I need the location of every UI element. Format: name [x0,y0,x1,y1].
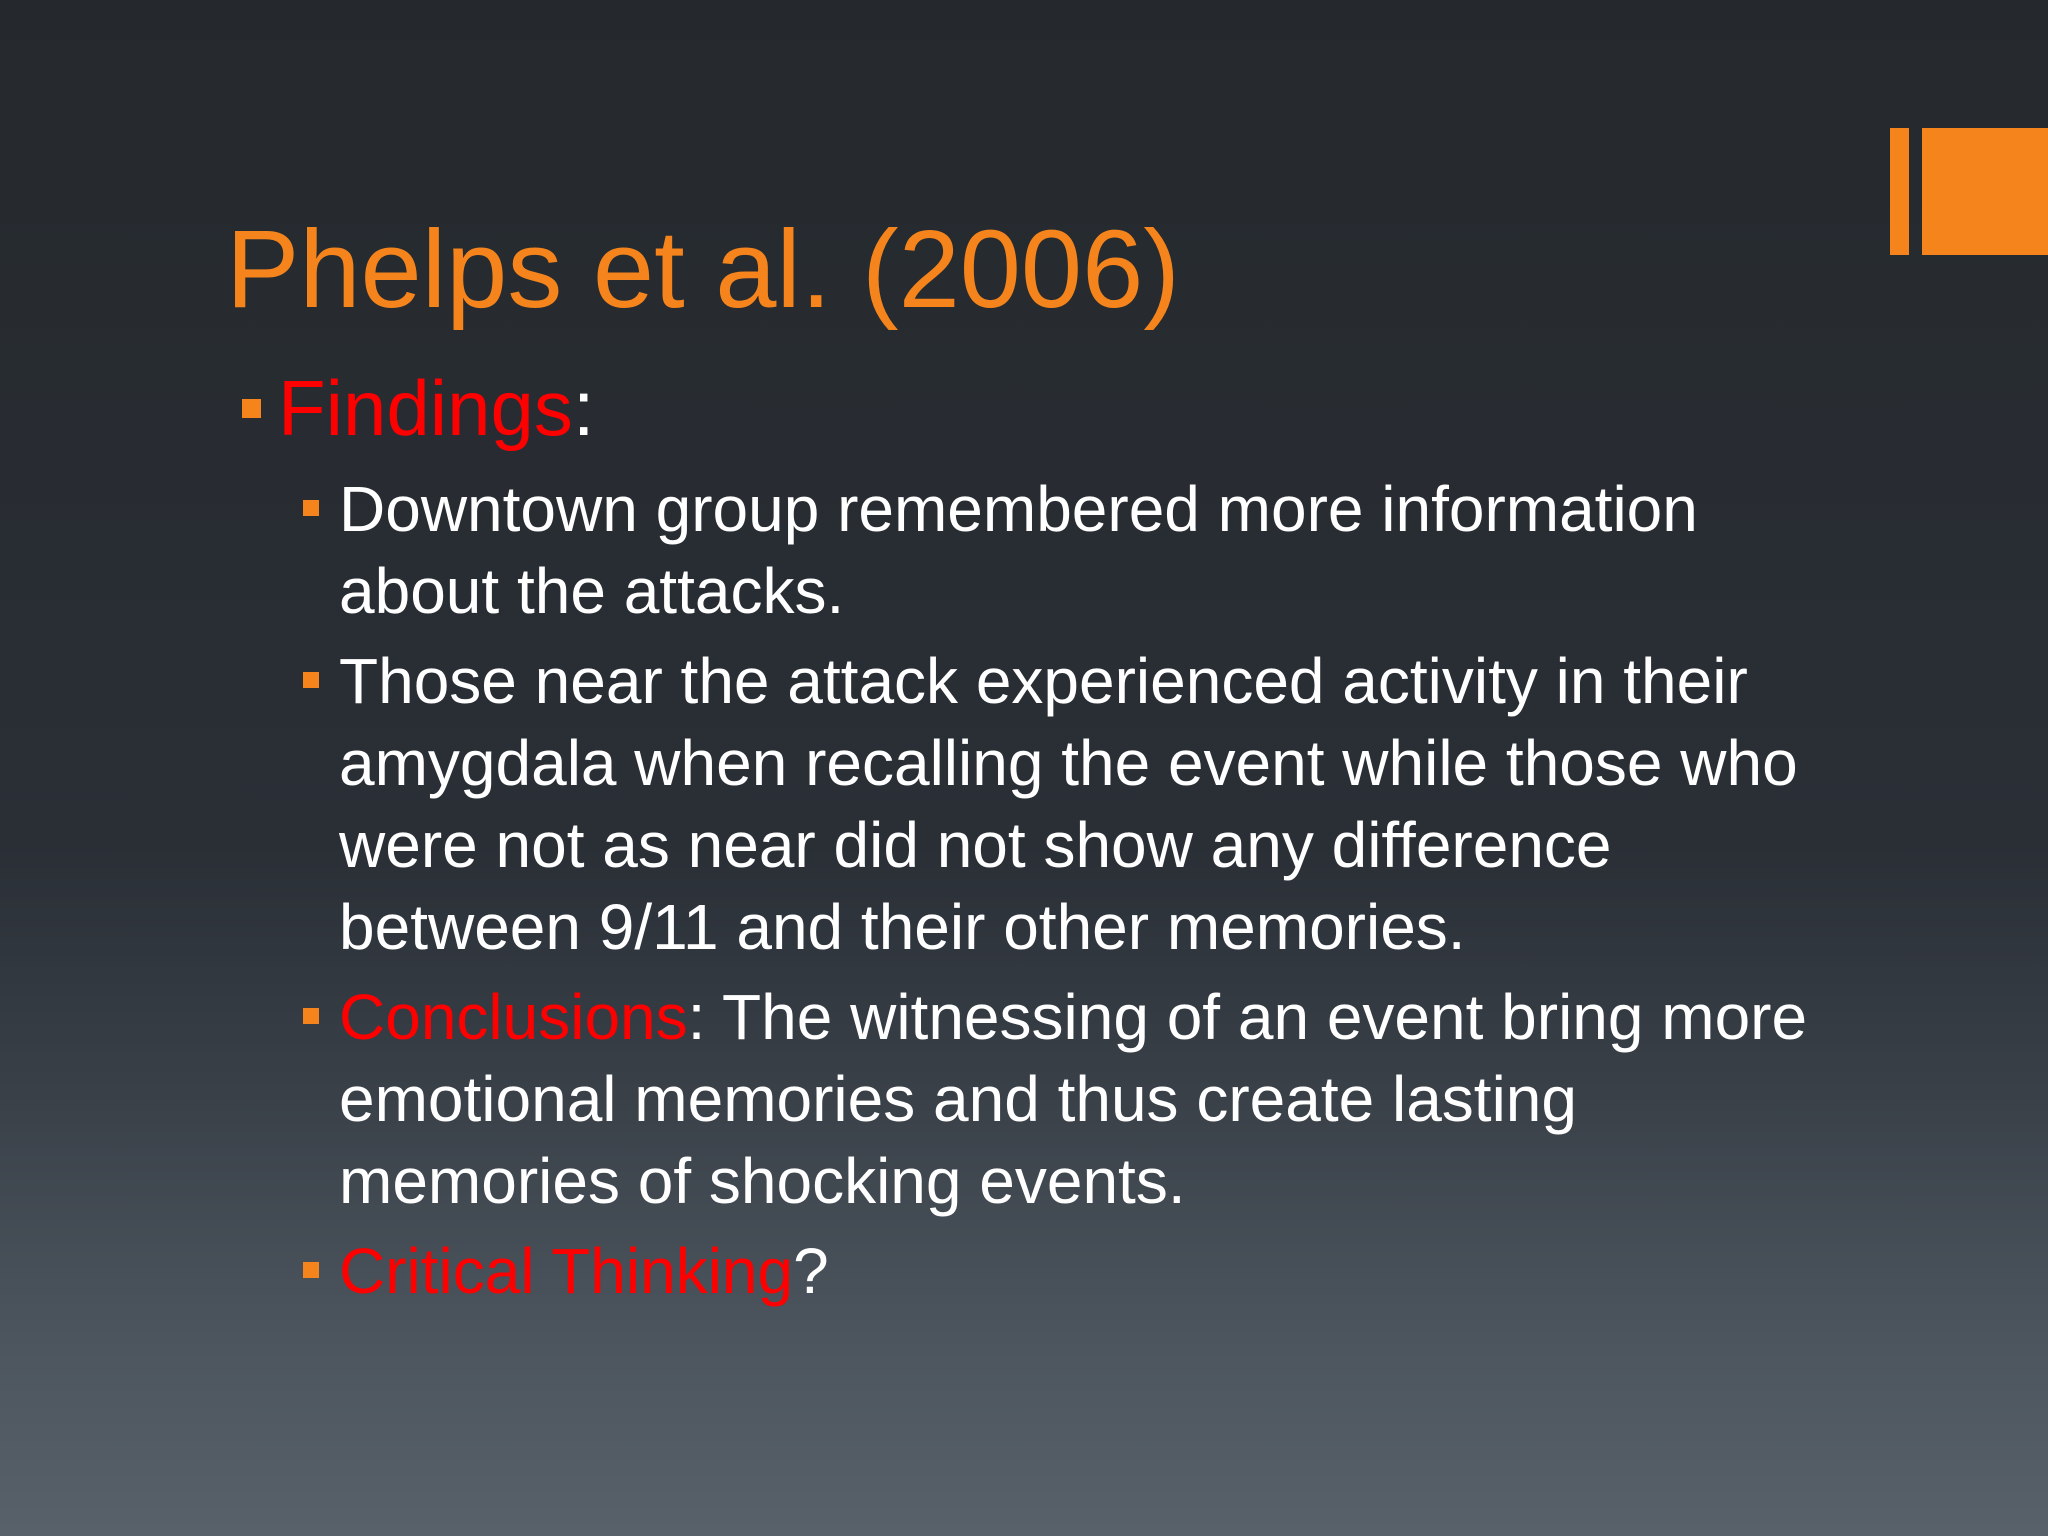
accent-bar-thin [1890,128,1909,255]
square-bullet-icon [242,399,261,418]
bullet-text: : The witnessing of an event bring more emotional memories and thus create lasting memories of shocking events. [339,981,1808,1217]
findings-colon: : [572,364,595,452]
accent-bar-block [1922,128,2048,255]
findings-label: Findings [278,364,573,452]
bullet-conclusions [338,976,1839,1222]
square-bullet-icon [303,1008,319,1024]
findings-heading [240,362,1840,454]
conclusions-label: Conclusions [339,981,688,1053]
bullet-critical-thinking [338,1230,1839,1312]
critical-thinking-label: Critical Thinking [339,1235,794,1307]
square-bullet-icon [303,1262,319,1278]
bullet-text: Those near the attack experienced activity in their amygdala when recalling the event while those who were not as near did not show any difference between 9/11 and their other memories. [339,645,1798,963]
slide-title: Phelps et al. (2006) [226,208,1180,331]
bullet-downtown-group [338,468,1839,632]
square-bullet-icon [303,672,319,688]
bullet-text: ? [793,1235,829,1307]
bullet-text: Downtown group remembered more information about the attacks. [339,473,1698,627]
bullet-amygdala-activity [338,640,1839,968]
slide-content [240,362,1840,1312]
square-bullet-icon [303,500,319,516]
